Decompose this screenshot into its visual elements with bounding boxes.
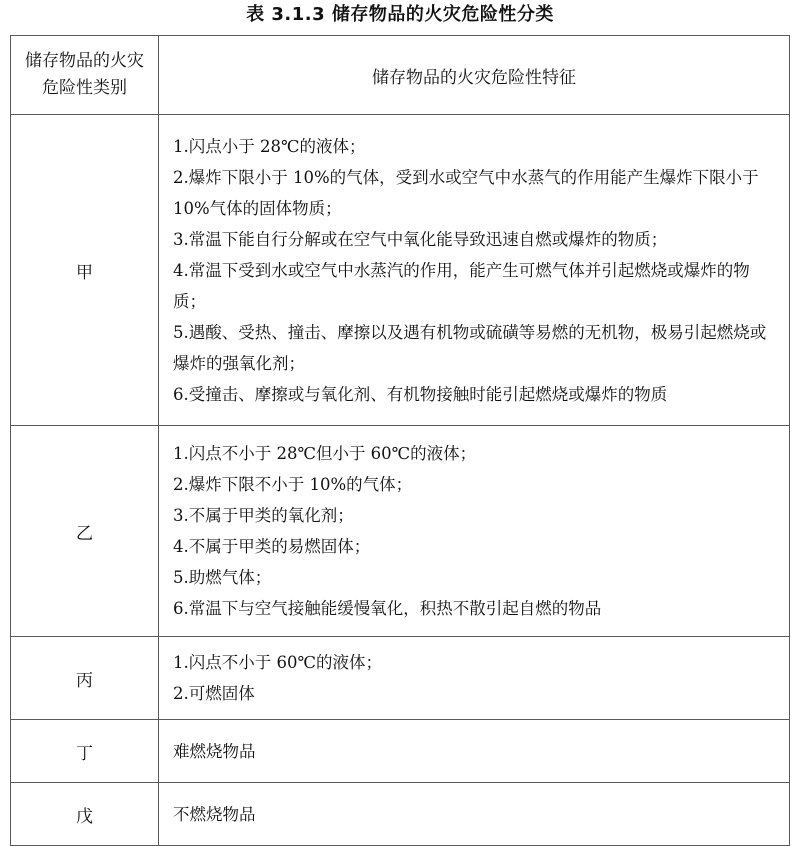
list-item: 2.可燃固体	[173, 684, 255, 703]
list-item: 3.不属于甲类的氧化剂；	[173, 506, 354, 525]
table-row	[11, 783, 790, 846]
category-label-jia: 甲	[11, 115, 159, 426]
table-row	[11, 637, 790, 720]
header-cell-characteristics: 储存物品的火灾危险性特征	[159, 36, 790, 115]
list-item: 4.常温下受到水或空气中水蒸汽的作用，能产生可燃气体并引起燃烧或爆炸的物质；	[173, 260, 750, 311]
category-label-ding: 丁	[11, 720, 159, 783]
list-item: 3.常温下能自行分解或在空气中氧化能导致迅速自燃或爆炸的物质；	[173, 229, 668, 249]
list-item: 不燃烧物品	[173, 804, 256, 824]
table-row	[11, 115, 790, 426]
list-item: 2.爆炸下限小于 10%的气体，受到水或空气中水蒸气的作用能产生爆炸下限小于 10%气体的固体物质；	[173, 167, 759, 218]
header-category-line-2: 危险性类别	[42, 78, 127, 98]
fire-hazard-classification-table	[10, 35, 790, 846]
list-item: 1.闪点不小于 60℃的液体；	[173, 653, 382, 672]
table-title: 表 3.1.3 储存物品的火灾危险性分类	[246, 4, 554, 25]
description-cell-ding	[159, 720, 790, 783]
category-label-wu: 戊	[11, 783, 159, 846]
list-item: 5.遇酸、受热、撞击、摩擦以及遇有机物或硫磺等易燃的无机物，极易引起燃烧或爆炸的强氧化剂；	[173, 322, 767, 373]
table-row	[11, 720, 790, 783]
table-row	[11, 426, 790, 637]
category-label-yi: 乙	[11, 426, 159, 637]
description-cell-jia	[159, 115, 790, 426]
list-item: 4.不属于甲类的易燃固体；	[173, 537, 371, 556]
category-label-bing: 丙	[11, 637, 159, 720]
list-item: 1.闪点不小于 28℃但小于 60℃的液体；	[173, 444, 477, 463]
header-category-line-1: 储存物品的火灾	[25, 51, 144, 71]
description-cell-yi	[159, 426, 790, 637]
list-item: 1.闪点小于 28℃的液体；	[173, 136, 366, 156]
list-item: 6.常温下与空气接触能缓慢氧化，积热不散引起自燃的物品	[173, 599, 602, 618]
list-item: 难燃烧物品	[173, 741, 256, 761]
header-cell-category	[11, 36, 159, 115]
list-item: 6.受撞击、摩擦或与氧化剂、有机物接触时能引起燃烧或爆炸的物质	[173, 384, 668, 404]
description-cell-bing	[159, 637, 790, 720]
list-item: 2.爆炸下限不小于 10%的气体；	[173, 475, 413, 494]
description-cell-wu	[159, 783, 790, 846]
list-item: 5.助燃气体；	[173, 568, 272, 587]
table-header-row	[11, 36, 790, 115]
